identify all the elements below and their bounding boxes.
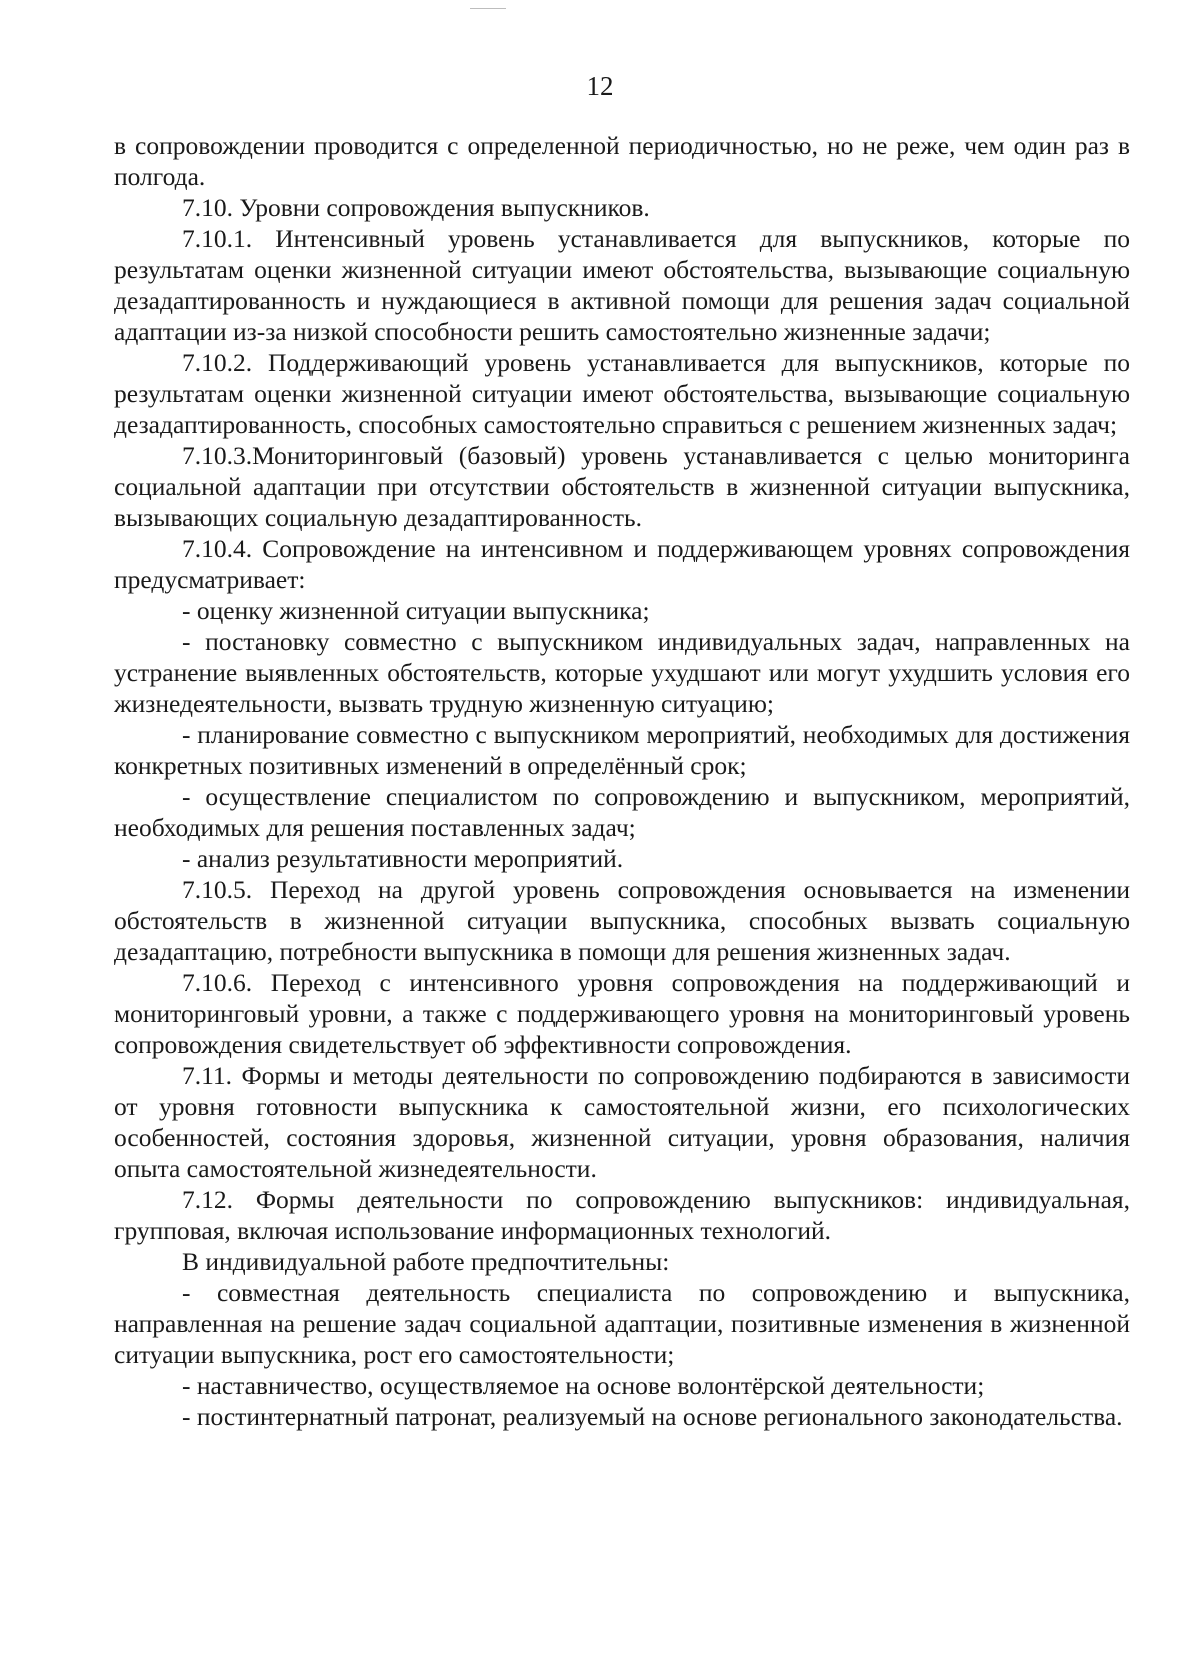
list-item-analysis: - анализ результативности мероприятий. <box>182 844 624 873</box>
list-item-implementation: - осуществление специалистом по сопровождению и выпускником, мероприятий, необходимых для решения поставленных задач; <box>114 782 1130 842</box>
top-edge-mark <box>470 8 506 9</box>
paragraph-7-10-5: 7.10.5. Переход на другой уровень сопровождения основывается на изменении обстоятельств в жизненной ситуации выпускника, способных вызвать социальную дезадаптацию, потребности выпускника в помощи для решения жизненных задач. <box>114 875 1130 966</box>
paragraph-7-11: 7.11. Формы и методы деятельности по сопровождению подбираются в зависимости от уровня готовности выпускника к самостоятельной жизни, его психологических особенностей, состояния здоровья, жизненной ситуации, уровня образования, наличия опыта самостоятельной жизнедеятельности. <box>114 1061 1130 1183</box>
paragraph-7-10-6: 7.10.6. Переход с интенсивного уровня сопровождения на поддерживающий и мониторинговый уровни, а также с поддерживающего уровня на мониторинговый уровень сопровождения свидетельствует об эффективности сопровождения. <box>114 968 1130 1059</box>
list-item-mentoring: - наставничество, осуществляемое на основе волонтёрской деятельности; <box>182 1371 985 1400</box>
list-item-task-setting: - постановку совместно с выпускником индивидуальных задач, направленных на устранение выявленных обстоятельств, которые ухудшают или могут ухудшить условия его жизнедеятельности, вызвать трудную жизненную ситуацию; <box>114 627 1130 718</box>
page-number: 12 <box>586 71 614 101</box>
paragraph-7-10-3: 7.10.3.Мониторинговый (базовый) уровень устанавливается с целью мониторинга социальной адаптации при отсутствии обстоятельств в жизненной ситуации выпускника, вызывающих социальную дезадаптированность. <box>114 441 1130 532</box>
paragraph-7-10-2: 7.10.2. Поддерживающий уровень устанавливается для выпускников, которые по результатам оценки жизненной ситуации имеют обстоятельства, вызывающие социальную дезадаптированность, способных самостоятельно справиться с решением жизненных задач; <box>114 348 1130 439</box>
paragraph-individual-work: В индивидуальной работе предпочтительны: <box>182 1247 670 1276</box>
list-item-joint-activity: - совместная деятельность специалиста по сопровождению и выпускника, направленная на решение задач социальной адаптации, позитивные изменения в жизненной ситуации выпускника, рост его самостоятельности; <box>114 1278 1130 1369</box>
paragraph-7-10-1: 7.10.1. Интенсивный уровень устанавливается для выпускников, которые по результатам оценки жизненной ситуации имеют обстоятельства, вызывающие социальную дезадаптированность и нуждающиеся в активной помощи для решения задач социальной адаптации из-за низкой способности решить самостоятельно жизненные задачи; <box>114 224 1130 346</box>
paragraph-7-10-4: 7.10.4. Сопровождение на интенсивном и поддерживающем уровнях сопровождения предусматривает: <box>114 534 1130 594</box>
list-item-planning: - планирование совместно с выпускником мероприятий, необходимых для достижения конкретных позитивных изменений в определённый срок; <box>114 720 1130 780</box>
list-item-patronage: - постинтернатный патронат, реализуемый на основе регионального законодательства. <box>182 1402 1123 1431</box>
paragraph-7-10: 7.10. Уровни сопровождения выпускников. <box>182 193 650 222</box>
document-body <box>114 130 1130 1432</box>
paragraph-7-12: 7.12. Формы деятельности по сопровождению выпускников: индивидуальная, групповая, включая использование информационных технологий. <box>114 1185 1130 1245</box>
paragraph-continuation: в сопровождении проводится с определенной периодичностью, но не реже, чем один раз в полгода. <box>114 131 1130 191</box>
list-item-assessment: - оценку жизненной ситуации выпускника; <box>182 596 650 625</box>
